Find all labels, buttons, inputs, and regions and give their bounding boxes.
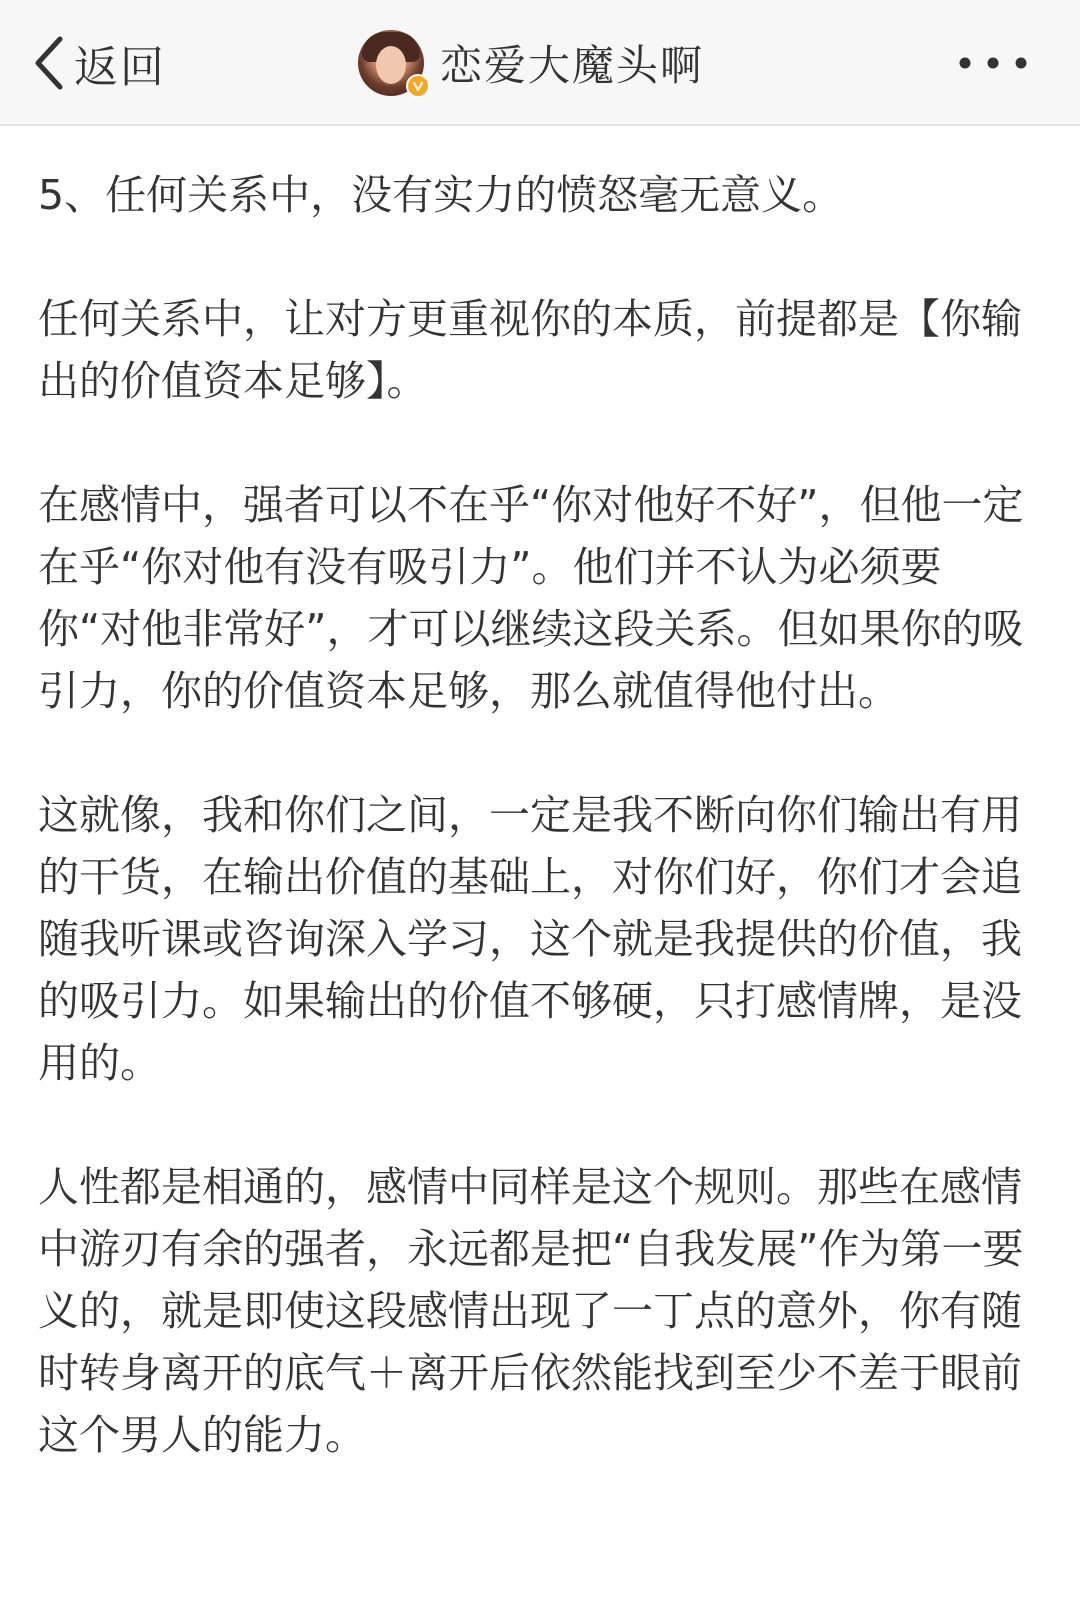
article-paragraph-3: 在感情中，强者可以不在乎“你对他好不好”，但他一定在乎“你对他有没有吸引力”。他们并不认为必须要你“对他非常好”，才可以继续这段关系。但如果你的吸引力，你的价值资本足够，那么就值得他付出。 bbox=[38, 481, 1024, 715]
article-paragraph-1: 5、任何关系中，没有实力的愤怒毫无意义。 bbox=[38, 171, 844, 219]
profile-title-group[interactable] bbox=[358, 26, 704, 100]
page-title[interactable]: 恋爱大魔头啊 bbox=[440, 41, 705, 90]
more-options-button[interactable] bbox=[948, 40, 1038, 86]
back-button[interactable] bbox=[30, 26, 166, 100]
article-content bbox=[38, 126, 1028, 1466]
avatar-face bbox=[376, 46, 406, 84]
article-paragraph-5: 人性都是相通的，感情中同样是这个规则。那些在感情中游刃有余的强者，永远都是把“自我发展”作为第一要义的，就是即使这段感情出现了一丁点的意外，你有随时转身离开的底气＋离开后依然能找到至少不差于眼前这个男人的能力。 bbox=[38, 1163, 1024, 1459]
chevron-left-icon bbox=[30, 33, 70, 93]
avatar[interactable] bbox=[358, 30, 424, 96]
article-paragraph-4: 这就像，我和你们之间，一定是我不断向你们输出有用的干货，在输出价值的基础上，对你们好，你们才会追随我听课或咨询深入学习，这个就是我提供的价值，我的吸引力。如果输出的价值不够硬，只打感情牌，是没用的。 bbox=[38, 791, 1022, 1087]
verified-badge-icon bbox=[406, 74, 430, 98]
top-navigation-bar bbox=[0, 0, 1080, 126]
more-horizontal-icon bbox=[957, 55, 1029, 71]
article-paragraph-2: 任何关系中，让对方更重视你的本质，前提都是【你输出的价值资本足够】。 bbox=[38, 295, 1022, 405]
back-label: 返回 bbox=[74, 42, 166, 93]
